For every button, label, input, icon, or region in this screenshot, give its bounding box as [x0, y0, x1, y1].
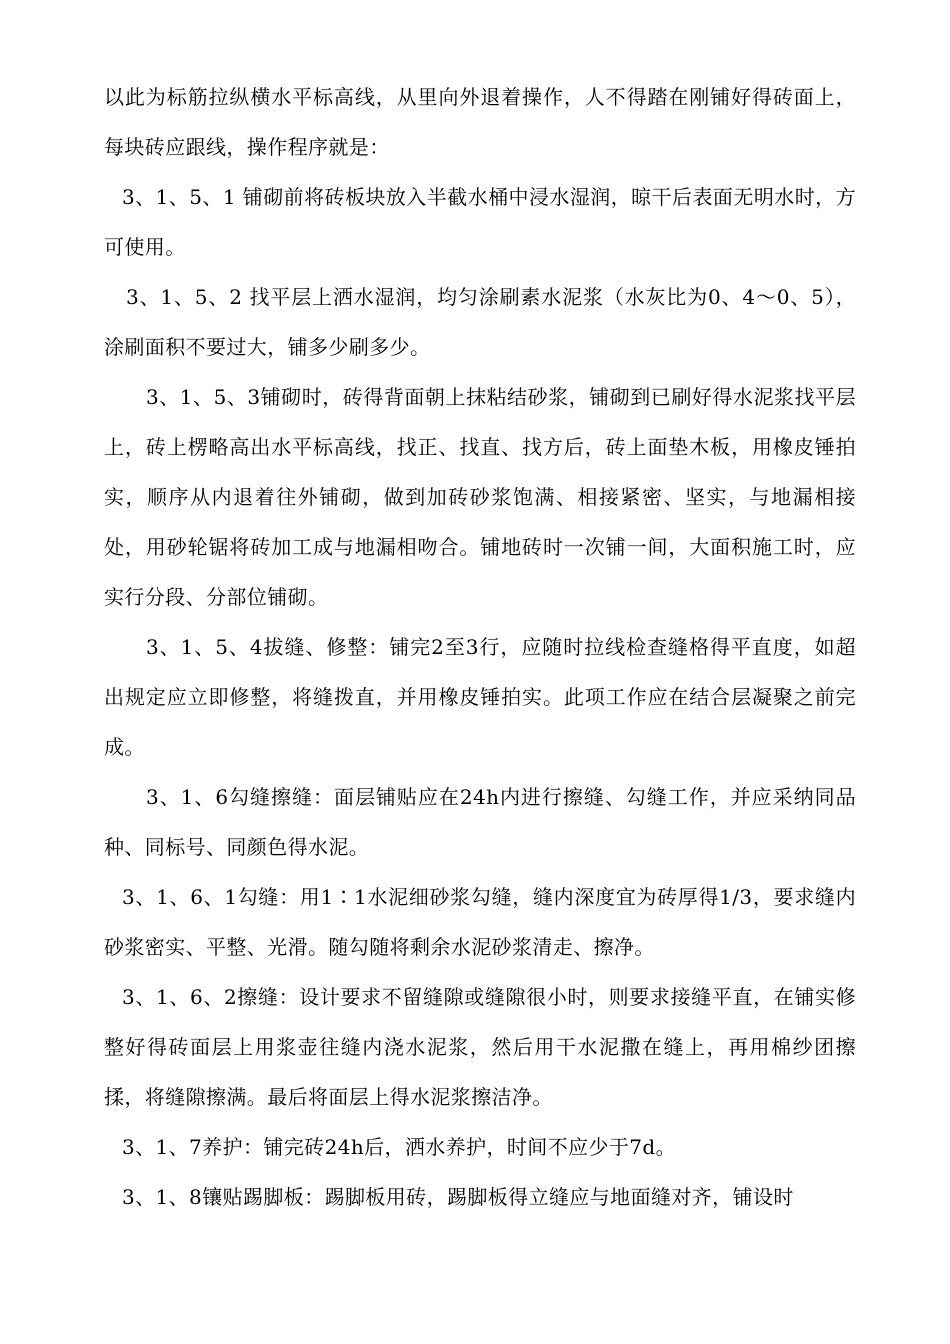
paragraph-3-1-5-2: 3、1、5、2 找平层上洒水湿润，均匀涂刷素水泥浆（水灰比为0、4～0、5），涂刷面积不要过大，铺多少刷多少。 [104, 285, 856, 359]
document-body [104, 72, 856, 1222]
paragraph-3-1-5-3: 3、1、5、3铺砌时，砖得背面朝上抹粘结砂浆，铺砌到已刷好得水泥浆找平层上，砖上楞略高出水平标高线，找正、找直、找方后，砖上面垫木板，用橡皮锤拍实，顺序从内退着往外铺砌，做到加砖砂浆饱满、相接紧密、坚实，与地漏相接处，用砂轮锯将砖加工成与地漏相吻合。铺地砖时一次铺一间，大面积施工时，应实行分段、分部位铺砌。 [104, 385, 856, 609]
paragraph-3-1-5-1: 3、1、5、1 铺砌前将砖板块放入半截水桶中浸水湿润，晾干后表面无明水时，方可使用。 [104, 185, 856, 259]
paragraph-3-1-6-1: 3、1、6、1勾缝：用1∶1水泥细砂浆勾缝，缝内深度宜为砖厚得1/3，要求缝内砂浆密实、平整、光滑。随勾随将剩余水泥砂浆清走、擦净。 [104, 885, 856, 959]
paragraph-continuation: 以此为标筋拉纵横水平标高线，从里向外退着操作，人不得踏在刚铺好得砖面上，每块砖应跟线，操作程序就是： [104, 85, 856, 159]
paragraph-3-1-5-4: 3、1、5、4拔缝、修整：铺完2至3行，应随时拉线检查缝格得平直度，如超出规定应立即修整，将缝拨直，并用橡皮锤拍实。此项工作应在结合层凝聚之前完成。 [104, 635, 856, 759]
paragraph-3-1-6-2: 3、1、6、2擦缝：设计要求不留缝隙或缝隙很小时，则要求接缝平直，在铺实修整好得砖面层上用浆壶往缝内浇水泥浆，然后用干水泥撒在缝上，再用棉纱团擦揉，将缝隙擦满。最后将面层上得水泥浆擦洁净。 [104, 985, 856, 1109]
paragraph-3-1-7: 3、1、7养护：铺完砖24h后，洒水养护，时间不应少于7d。 [122, 1135, 677, 1159]
paragraph-3-1-6: 3、1、6勾缝擦缝：面层铺贴应在24h内进行擦缝、勾缝工作，并应采纳同品种、同标号、同颜色得水泥。 [104, 785, 856, 859]
paragraph-3-1-8: 3、1、8镶贴踢脚板：踢脚板用砖，踢脚板得立缝应与地面缝对齐，铺设时 [122, 1185, 794, 1209]
